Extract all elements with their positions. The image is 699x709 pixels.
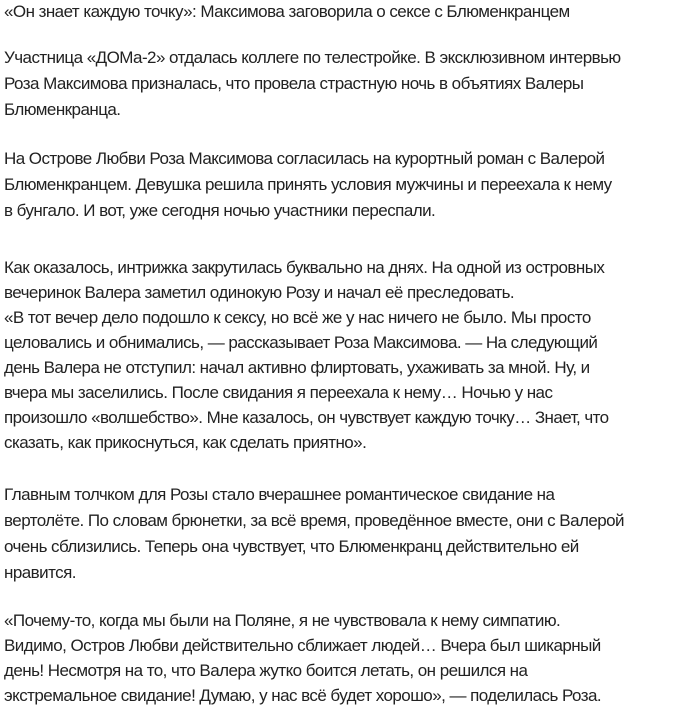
paragraph-line: Роза Максимова призналась, что провела страстную ночь в объятиях Валеры: [4, 74, 584, 93]
paragraph-line: Блюменкранцем. Девушка решила принять условия мужчины и переехала к нему: [4, 175, 612, 194]
paragraph-line: день Валера не отступил: начал активно флиртовать, ухаживать за мной. Ну, и: [4, 358, 590, 377]
paragraph-line: в бунгало. И вот, уже сегодня ночью участники переспали.: [4, 201, 436, 220]
paragraph-line: очень сблизились. Теперь она чувствует, что Блюменкранц действительно ей: [4, 537, 579, 556]
paragraph-line: Блюменкранца.: [4, 100, 121, 119]
paragraph-line: «Почему-то, когда мы были на Поляне, я не чувствовала к нему симпатию.: [4, 611, 561, 630]
paragraph-line: На Острове Любви Роза Максимова согласилась на курортный роман с Валерой: [4, 149, 605, 168]
paragraph-line: сказать, как прикоснуться, как сделать приятно».: [4, 433, 367, 452]
paragraph-line: вчера мы заселились. После свидания я переехала к нему… Ночью у нас: [4, 383, 553, 402]
paragraph-line: вечеринок Валера заметил одинокую Розу и начал её преследовать.: [4, 283, 515, 302]
paragraph-line: Видимо, Остров Любви действительно сближает людей… Вчера был шикарный: [4, 636, 601, 655]
paragraph-line: Участница «ДОМа-2» отдалась коллеге по телестройке. В эксклюзивном интервью: [4, 48, 621, 67]
paragraph-line: Как оказалось, интрижка закрутилась буквально на днях. На одной из островных: [4, 258, 605, 277]
paragraph-line: «В тот вечер дело подошло к сексу, но всё же у нас ничего не было. Мы просто: [4, 308, 591, 327]
paragraph-line: нравится.: [4, 563, 76, 582]
paragraph-line: экстремальное свидание! Думаю, у нас всё будет хорошо», — поделилась Роза.: [4, 686, 602, 705]
paragraph-2: [4, 146, 612, 224]
paragraph-line: целовались и обнимались, — рассказывает Роза Максимова. — На следующий: [4, 333, 598, 352]
paragraph-line: произошло «волшебство». Мне казалось, он чувствует каждую точку… Знает, что: [4, 408, 609, 427]
paragraph-line: Главным толчком для Розы стало вчерашнее романтическое свидание на: [4, 485, 555, 504]
title-line: «Он знает каждую точку»: Максимова заговорила о сексе с Блюменкранцем: [4, 2, 570, 21]
paragraph-4: [4, 482, 624, 586]
paragraph-1: [4, 45, 621, 123]
paragraph-line: день! Несмотря на то, что Валера жутко боится летать, он решился на: [4, 661, 528, 680]
paragraph-line: вертолёте. По словам брюнетки, за всё время, проведённое вместе, они с Валерой: [4, 511, 625, 530]
article-title: [4, 0, 570, 24]
paragraph-5: [4, 608, 601, 708]
paragraph-3: [4, 255, 609, 455]
